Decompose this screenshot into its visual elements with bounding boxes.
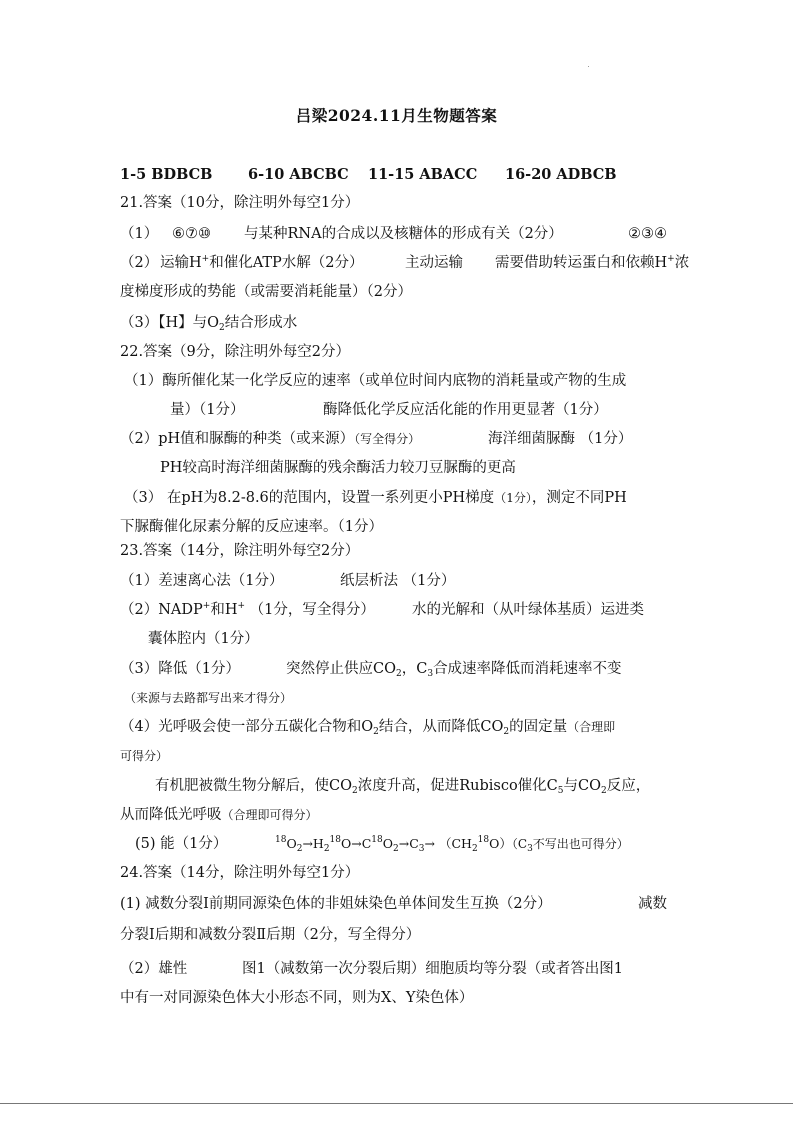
- mc-group-1: 1-5 BDBCB: [120, 166, 213, 183]
- q22-answer-3-line1: （3） 在pH为8.2-8.6的范围内，设置一系列更小PH梯度（1分），测定不同PH: [124, 490, 627, 506]
- q21-answer-3: （3）【H】与$O_2$结合形成水: [120, 315, 298, 333]
- q21-header: 21.答案（10分，除注明外每空1分）: [120, 195, 360, 211]
- q23-answer-4-line1: （4）光呼吸会使一部分五碳化合物和$O_2$结合，从而降低$CO_2$的固定量（合理即: [120, 719, 616, 737]
- page-bottom-rule: [0, 1103, 793, 1104]
- q21-answer-2-cont: 度梯度形成的势能（或需要消耗能量）（2分）: [120, 284, 412, 300]
- q22-answer-3-line2: 下脲酶催化尿素分解的反应速率。（1分）: [120, 519, 383, 535]
- q23-answer-4-line2: 可得分）: [120, 749, 169, 763]
- q22-answer-1-line1: （1）酶所催化某一化学反应的速率（或单位时间内底物的消耗量或产物的生成: [124, 373, 627, 389]
- q22-header: 22.答案（9分，除注明外每空2分）: [120, 344, 351, 360]
- q23-answer-4-line4: 从而降低光呼吸（合理即可得分）: [120, 807, 318, 823]
- q22-answer-2-line2: PH较高时海洋细菌脲酶的残余酶活力较刀豆脲酶的更高: [160, 460, 516, 476]
- q23-answer-4-line3: 有机肥被微生物分解后，使$CO_2$浓度升高，促进Rubisco催化$C_5$与$CO_2$反应，: [155, 778, 651, 796]
- mc-group-3: 11-15 ABACC: [368, 166, 478, 183]
- mc-group-2: 6-10 ABCBC: [248, 166, 349, 183]
- q23-answer-2-line2: 囊体腔内（1分）: [148, 631, 259, 647]
- page-title: 吕梁2024.11月生物题答案: [295, 106, 498, 125]
- q23-header: 23.答案（14分，除注明外每空2分）: [120, 543, 360, 559]
- mc-group-4: 16-20 ADBCB: [505, 166, 617, 183]
- q24-header: 24.答案（14分，除注明外每空1分）: [120, 865, 360, 881]
- corner-mark: [588, 66, 589, 67]
- q24-answer-1-line2: 分裂Ⅰ后期和减数分裂Ⅱ后期（2分，写全得分）: [120, 927, 421, 943]
- q23-answer-3-note: （来源与去路都写出来才得分）: [124, 691, 293, 705]
- q24-answer-2-line2: 中有一对同源染色体大小形态不同，则为X、Y染色体）: [120, 990, 474, 1006]
